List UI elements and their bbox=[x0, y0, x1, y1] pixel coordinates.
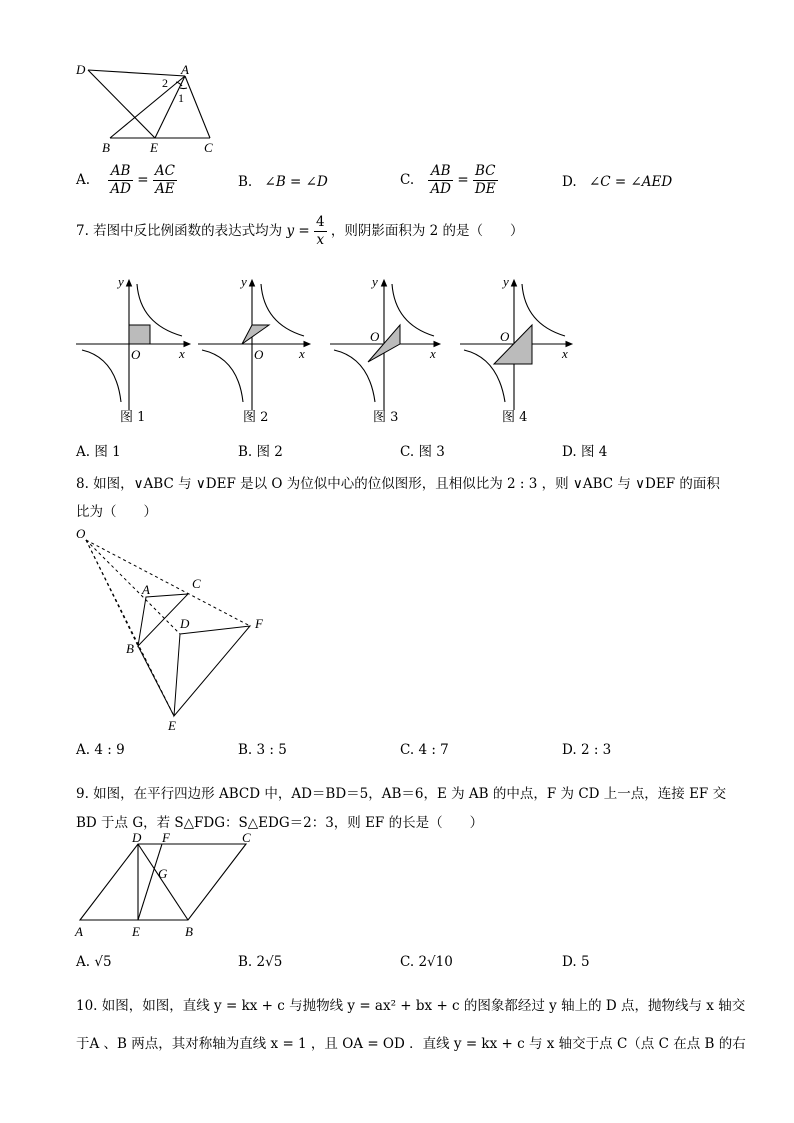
q8-option-b[interactable]: B. 3 : 5 bbox=[238, 742, 287, 758]
q10-stem-line2: 于A 、B 两点，其对称轴为直线 x = 1 ，且 OA = OD ．直线 y = kx + c 与 x 轴交于点 C（点 C 在点 B 的右 bbox=[76, 1036, 746, 1052]
option-letter: A. bbox=[76, 172, 91, 188]
q9-option-a[interactable]: A. √5 bbox=[76, 954, 112, 970]
svg-text:C: C bbox=[192, 576, 201, 591]
figure-caption: 图 1 bbox=[120, 410, 146, 425]
svg-text:A: A bbox=[142, 582, 150, 597]
svg-text:D: D bbox=[132, 832, 142, 845]
graph-2 bbox=[198, 274, 310, 410]
svg-text:y: y bbox=[241, 274, 247, 289]
svg-text:F: F bbox=[162, 832, 170, 845]
q7-option-a[interactable]: A. 图 1 bbox=[76, 444, 121, 460]
angle-1-arc bbox=[180, 88, 187, 89]
svg-text:O: O bbox=[131, 347, 141, 362]
q6-figure bbox=[70, 58, 230, 158]
graph-4 bbox=[460, 274, 572, 410]
svg-text:E: E bbox=[168, 718, 176, 733]
svg-text:O: O bbox=[500, 329, 510, 344]
label-E: E bbox=[150, 140, 158, 155]
svg-text:D: D bbox=[180, 616, 190, 631]
q8-stem-line2: 比为（ ） bbox=[76, 504, 157, 520]
q9-option-c[interactable]: C. 2√10 bbox=[400, 954, 453, 970]
label-angle-1: 1 bbox=[178, 91, 184, 105]
segment-AB bbox=[110, 76, 185, 138]
fraction: $\frac{AB}{AD}$ bbox=[110, 163, 131, 197]
fraction: $\frac{4}{x}$ bbox=[316, 214, 325, 248]
svg-text:y: y bbox=[372, 274, 378, 289]
label-C: C bbox=[204, 140, 213, 155]
ray-OB-dashed bbox=[86, 540, 138, 646]
fraction: $\frac{BC}{DE}$ bbox=[474, 163, 496, 197]
label-A: A bbox=[181, 62, 189, 77]
q6-option-c[interactable]: C. $\frac{AB}{AD}$ = $\frac{BC}{DE}$ bbox=[400, 163, 496, 197]
q7-stem: 7. 若图中反比例函数的表达式均为 y = $\frac{4}{x}$ ，则阴影面积为 2 的是（ ） bbox=[76, 214, 524, 248]
q9-option-b[interactable]: B. 2√5 bbox=[238, 954, 283, 970]
q10-stem-line1: 10. 如图，如图，直线 y = kx + c 与抛物线 y = ax² + bx + c 的图象都经过 y 轴上的 D 点，抛物线与 x 轴交 bbox=[76, 998, 746, 1014]
q9-stem-line2: BD 于点 G，若 S△FDG：S△EDG＝2：3，则 EF 的长是（ ） bbox=[76, 815, 484, 831]
ray-OD-dashed bbox=[86, 540, 180, 634]
fraction: $\frac{AB}{AD}$ bbox=[430, 163, 452, 197]
svg-text:x: x bbox=[299, 346, 305, 361]
svg-text:G: G bbox=[158, 866, 168, 881]
q6-option-b[interactable]: B. ∠B = ∠D bbox=[238, 174, 328, 190]
label-D: D bbox=[76, 62, 86, 77]
figure-caption: 图 3 bbox=[373, 410, 399, 425]
shaded-triangle bbox=[242, 325, 269, 344]
svg-text:O: O bbox=[76, 526, 86, 541]
svg-text:O: O bbox=[370, 329, 380, 344]
q9-stem-line1: 9. 如图，在平行四边形 ABCD 中，AD＝BD＝5，AB＝6，E 为 AB 的中点，F 为 CD 上一点，连接 EF 交 bbox=[76, 786, 727, 802]
segment-DA bbox=[88, 70, 185, 76]
segment-AC bbox=[185, 76, 210, 138]
svg-text:y: y bbox=[503, 274, 509, 289]
q7-option-d[interactable]: D. 图 4 bbox=[562, 444, 608, 460]
hyperbola-branch bbox=[82, 350, 121, 402]
svg-text:x: x bbox=[430, 346, 436, 361]
fraction: $\frac{AC}{AE}$ bbox=[154, 163, 175, 197]
ray-OF-dashed bbox=[86, 540, 250, 626]
svg-text:x: x bbox=[562, 346, 568, 361]
graph-3 bbox=[330, 274, 440, 410]
svg-text:B: B bbox=[185, 924, 193, 939]
figure-caption: 图 2 bbox=[243, 410, 269, 425]
label-B: B bbox=[102, 140, 110, 155]
q8-option-a[interactable]: A. 4 : 9 bbox=[76, 742, 125, 758]
graph-1 bbox=[76, 274, 190, 410]
q9-option-d[interactable]: D. 5 bbox=[562, 954, 590, 970]
q7-option-c[interactable]: C. 图 3 bbox=[400, 444, 445, 460]
q7-option-b[interactable]: B. 图 2 bbox=[238, 444, 283, 460]
segment-AE bbox=[155, 76, 185, 138]
triangle-DEF bbox=[174, 626, 250, 716]
q8-stem-line1: 8. 如图，∨ABC 与 ∨DEF 是以 O 为位似中心的位似图形，且相似比为 2 : 3 ，则 ∨ABC 与 ∨DEF 的面积 bbox=[76, 476, 720, 492]
svg-text:x: x bbox=[179, 346, 185, 361]
q6-option-a[interactable]: A. $\frac{AB}{AD}$ = $\frac{AC}{AE}$ bbox=[76, 163, 175, 197]
label-angle-2: 2 bbox=[162, 76, 168, 90]
diagonal-BD bbox=[138, 844, 188, 920]
shaded-rectangle bbox=[129, 325, 150, 344]
q8-option-d[interactable]: D. 2 : 3 bbox=[562, 742, 612, 758]
q9-figure bbox=[70, 832, 270, 942]
svg-text:O: O bbox=[254, 347, 264, 362]
q8-option-c[interactable]: C. 4 : 7 bbox=[400, 742, 449, 758]
q6-option-d[interactable]: D. ∠C = ∠AED bbox=[562, 174, 673, 190]
svg-text:F: F bbox=[255, 616, 263, 631]
segment-EF bbox=[138, 844, 162, 920]
figure-caption: 图 4 bbox=[502, 410, 528, 425]
svg-text:E: E bbox=[132, 924, 140, 939]
svg-text:C: C bbox=[242, 832, 251, 845]
svg-text:B: B bbox=[126, 641, 134, 656]
svg-text:A: A bbox=[75, 924, 83, 939]
q8-figure bbox=[70, 522, 280, 734]
svg-text:y: y bbox=[118, 274, 124, 289]
